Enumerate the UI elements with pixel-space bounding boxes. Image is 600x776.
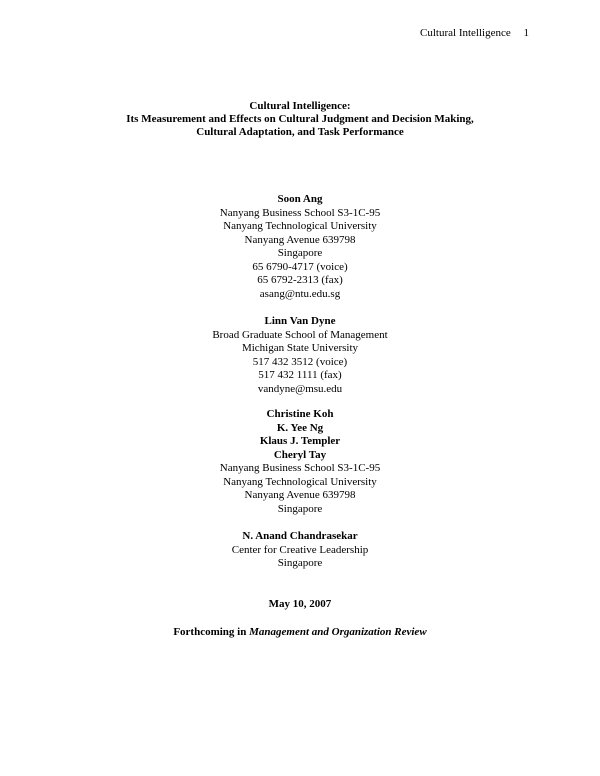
forthcoming-note [0,626,600,638]
author-name: K. Yee Ng [276,421,324,434]
forthcoming-prefix: Forthcoming in [173,626,247,638]
affiliation-line: Nanyang Business School S3-1C-95 [219,462,381,474]
title-line-1: Cultural Intelligence: [249,100,351,112]
fax-number: 517 432 1111 (fax) [258,369,342,381]
paper-title [0,100,600,139]
running-head-title: Cultural Intelligence [420,27,511,39]
title-line-2: Its Measurement and Effects on Cultural Judgment and Decision Making, [126,113,474,125]
publication-date: May 10, 2007 [268,598,332,610]
email-address: asang@ntu.edu.sg [259,287,341,300]
author-block-linn-van-dyne [0,315,600,396]
affiliation-line: Nanyang Business School S3-1C-95 [219,206,381,219]
country-line: Singapore [277,557,323,569]
voice-phone: 65 6790-4717 (voice) [252,260,348,273]
title-line-3: Cultural Adaptation, and Task Performance [196,126,404,138]
affiliation-line: Nanyang Technological University [223,475,377,488]
author-block-soon-ang [0,193,600,301]
affiliation-line: Center for Creative Leadership [231,543,369,556]
affiliation-line: Michigan State University [241,342,359,354]
author-name: N. Anand Chandrasekar [242,530,358,542]
author-name: Soon Ang [277,193,323,205]
address-line: Nanyang Avenue 639798 [244,489,356,501]
page-number: 1 [523,27,529,39]
country-line: Singapore [277,247,323,259]
address-line: Nanyang Avenue 639798 [244,233,356,246]
author-block-anand-chandrasekar [0,530,600,571]
author-name: Christine Koh [266,408,334,420]
affiliation-line: Nanyang Technological University [223,220,377,232]
author-block-group [0,408,600,516]
running-head [420,27,529,39]
journal-name: Management and Organization Review [249,626,427,638]
voice-phone: 517 432 3512 (voice) [252,355,348,368]
country-line: Singapore [277,502,323,515]
author-name: Cheryl Tay [273,448,327,461]
author-name: Linn Van Dyne [264,315,336,327]
author-name: Klaus J. Templer [259,435,341,447]
affiliation-line: Broad Graduate School of Management [212,328,388,341]
fax-number: 65 6792-2313 (fax) [257,274,343,286]
email-address: vandyne@msu.edu [257,382,343,395]
